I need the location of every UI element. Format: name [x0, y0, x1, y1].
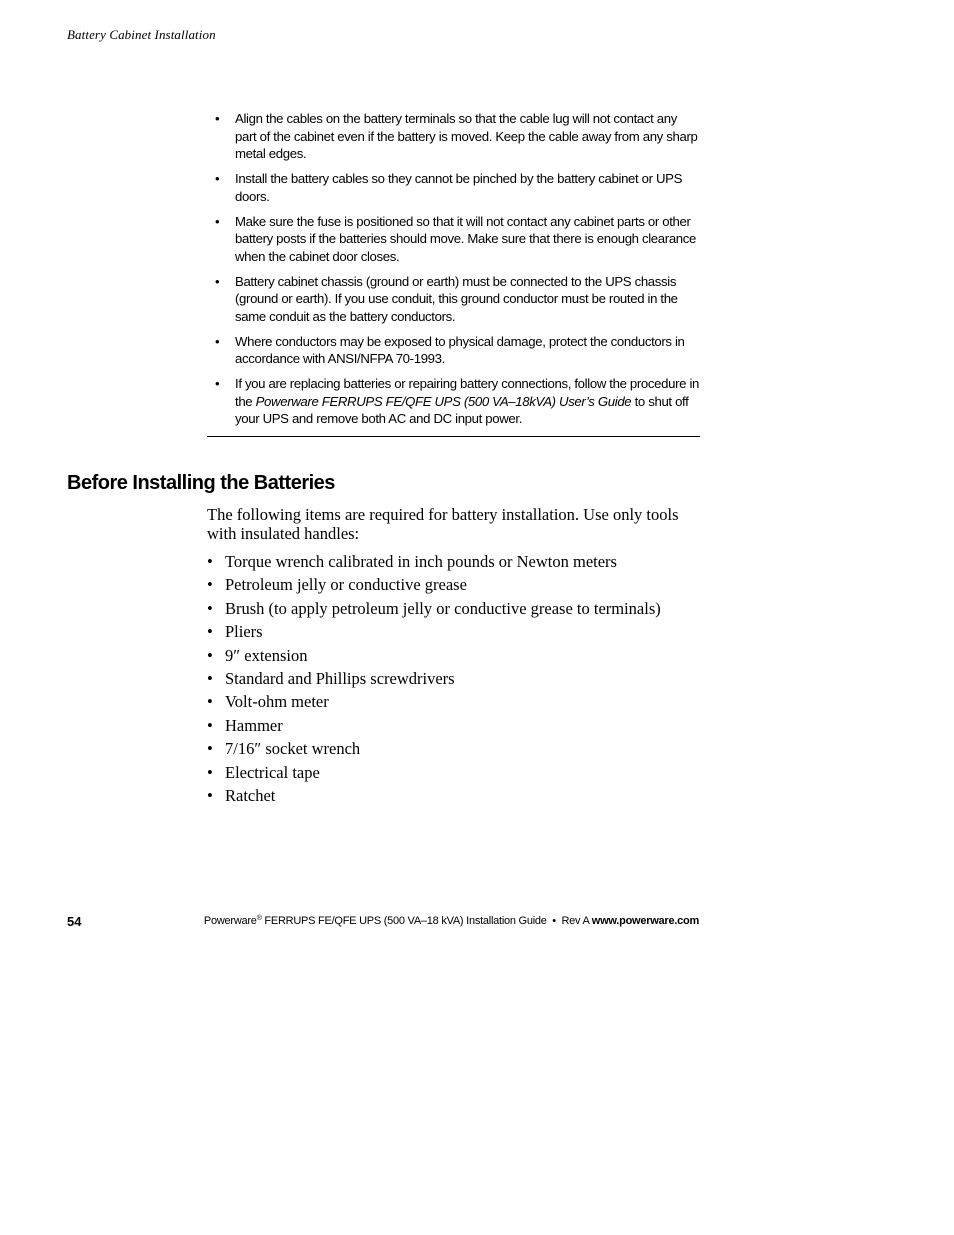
bullet: •	[207, 552, 213, 571]
tool-label: Ratchet	[225, 786, 276, 806]
tool-item	[207, 573, 661, 596]
bullet: •	[207, 739, 213, 759]
tool-label: Petroleum jelly or conductive grease	[225, 575, 467, 595]
section-divider	[207, 436, 700, 437]
bullet: •	[207, 715, 213, 735]
tool-item	[207, 714, 661, 737]
bullet: •	[215, 171, 220, 186]
section-heading: Before Installing the Batteries	[67, 472, 335, 494]
warning-item	[207, 375, 699, 428]
bullet: •	[215, 111, 220, 126]
intro-paragraph: The following items are required for battery installation. Use only tools with insulated handles:	[207, 505, 679, 543]
footer-brand: Powerware	[203, 915, 257, 927]
tool-label: Standard and Phillips screwdrivers	[225, 669, 455, 689]
warning-text: Where conductors may be exposed to physical damage, protect the conductors in accordance with ANSI/NFPA 70-1993.	[235, 333, 685, 366]
tool-item	[207, 550, 661, 573]
warning-item	[207, 110, 699, 163]
bullet: •	[215, 213, 220, 229]
warning-text-end: to shut off your UPS and remove both AC and DC input power.	[235, 393, 689, 426]
bullet: •	[207, 786, 213, 806]
tool-label: 7/16″ socket wrench	[225, 739, 361, 759]
users-guide-title: Powerware FERRUPS FE/QFE UPS (500 VA–18kVA) User’s Guide	[255, 393, 632, 409]
tool-label: Volt-ohm meter	[225, 692, 329, 712]
tool-label: Hammer	[225, 715, 283, 735]
warning-text: Make sure the fuse is positioned so that it will not contact any cabinet parts or other battery posts if the batteries should move. Make sure that there is enough clearance when the cabinet door closes.	[235, 213, 697, 264]
tool-label: Electrical tape	[225, 762, 320, 782]
footer-guide-title: FERRUPS FE/QFE UPS (500 VA–18 kVA) Installation Guide • Rev A	[261, 915, 592, 927]
bullet: •	[207, 645, 213, 665]
tool-item	[207, 737, 661, 760]
tool-item	[207, 597, 661, 620]
bullet: •	[215, 273, 220, 289]
warning-item	[207, 273, 699, 326]
bullet: •	[207, 598, 213, 618]
tool-item	[207, 761, 661, 784]
bullet: •	[215, 333, 220, 349]
warning-item	[207, 333, 699, 368]
page-number: 54	[67, 914, 82, 929]
tool-label: Brush (to apply petroleum jelly or conductive grease to terminals)	[225, 598, 661, 618]
tool-item	[207, 620, 661, 643]
tool-item	[207, 690, 661, 713]
footer-title	[204, 915, 699, 927]
bullet: •	[207, 622, 213, 642]
footer-url: www.powerware.com	[591, 915, 699, 927]
warning-list	[207, 110, 699, 435]
tool-item	[207, 784, 661, 807]
bullet: •	[207, 575, 213, 595]
tool-label: 9″ extension	[225, 645, 308, 665]
tool-item	[207, 667, 661, 690]
warning-text: Battery cabinet chassis (ground or earth) must be connected to the UPS chassis (ground or earth). If you use conduit, this ground conductor must be routed in the same conduit as the battery conductors.	[235, 273, 678, 324]
bullet: •	[215, 376, 220, 391]
warning-text-start: If you are replacing batteries or repairing battery connections, follow the procedure in the	[235, 376, 700, 409]
tool-item	[207, 644, 661, 667]
bullet: •	[207, 692, 213, 712]
bullet: •	[207, 762, 213, 782]
tools-list	[207, 550, 661, 807]
warning-text: Install the battery cables so they cannot be pinched by the battery cabinet or UPS doors.	[235, 171, 683, 204]
warning-text: Align the cables on the battery terminals so that the cable lug will not contact any part of the cabinet even if the battery is moved. Keep the cable away from any sharp metal edges.	[235, 111, 698, 161]
warning-item	[207, 170, 699, 205]
bullet: •	[207, 669, 213, 689]
running-header: Battery Cabinet Installation	[67, 27, 216, 42]
registered-mark: ®	[256, 915, 262, 922]
tool-label: Pliers	[225, 622, 263, 642]
warning-item	[207, 213, 699, 266]
tool-label: Torque wrench calibrated in inch pounds or Newton meters	[225, 552, 617, 571]
